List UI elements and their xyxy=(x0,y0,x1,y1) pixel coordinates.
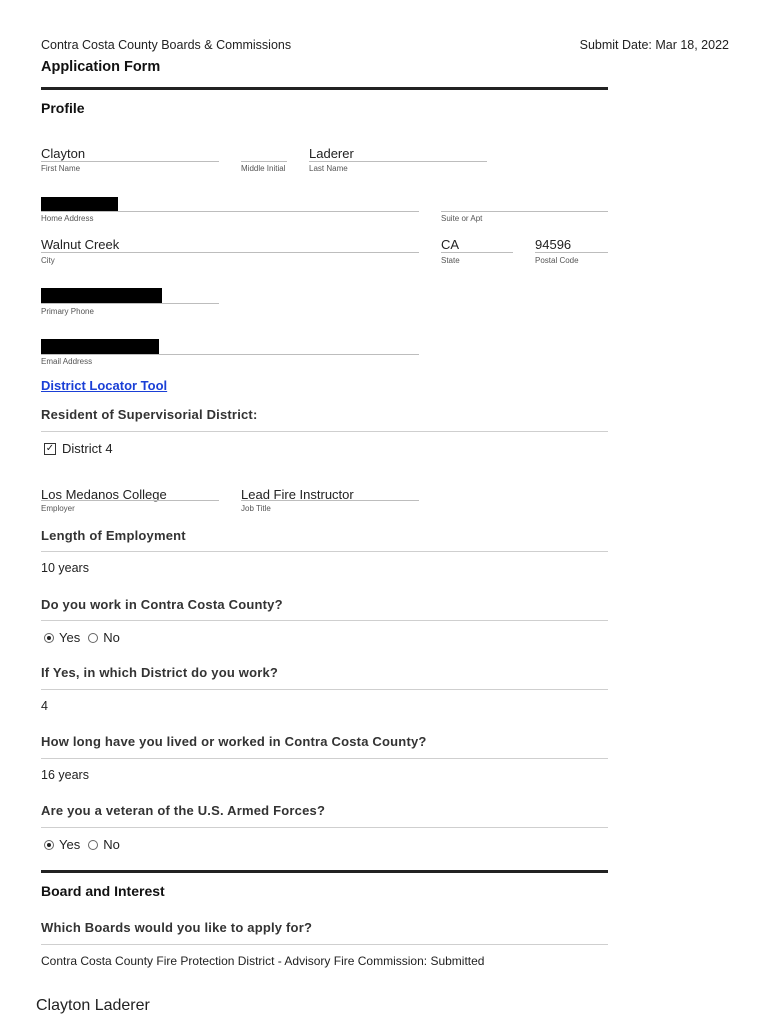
district-locator-link[interactable]: District Locator Tool xyxy=(41,378,168,393)
home-address-label: Home Address xyxy=(41,214,94,223)
profile-section-title: Profile xyxy=(41,100,85,116)
primary-phone-redacted xyxy=(41,288,162,303)
city-underline xyxy=(41,252,419,253)
form-title: Application Form xyxy=(41,59,161,75)
home-address-underline xyxy=(41,211,419,212)
work-district-divider xyxy=(41,689,608,690)
footer-name: Clayton Laderer xyxy=(36,997,150,1014)
length-answer: 10 years xyxy=(41,561,89,575)
first-name-label: First Name xyxy=(41,164,81,173)
lived-question: How long have you lived or worked in Contra Costa County? xyxy=(41,734,427,749)
veteran-yes-label: Yes xyxy=(59,837,81,853)
veteran-question: Are you a veteran of the U.S. Armed Forces? xyxy=(41,803,326,818)
job-title-label: Job Title xyxy=(241,504,271,513)
veteran-divider xyxy=(41,827,608,828)
employer-label: Employer xyxy=(41,504,75,513)
length-divider xyxy=(41,551,608,552)
board-divider-heavy xyxy=(41,870,608,873)
veteran-yes-radio[interactable] xyxy=(44,840,54,850)
first-name-value: Clayton xyxy=(41,146,86,161)
district-divider xyxy=(41,431,608,432)
email-redacted xyxy=(41,339,159,354)
email-underline xyxy=(41,354,419,355)
postal-value: 94596 xyxy=(535,237,572,252)
veteran-no-label: No xyxy=(103,837,120,853)
employer-underline xyxy=(41,500,219,501)
work-county-no-radio[interactable] xyxy=(88,633,98,643)
primary-phone-label: Primary Phone xyxy=(41,307,94,316)
district-question: Resident of Supervisorial District: xyxy=(41,407,258,422)
district-checkbox[interactable]: ✓ xyxy=(45,442,55,454)
suite-underline xyxy=(441,211,608,212)
lived-divider xyxy=(41,758,608,759)
board-divider xyxy=(41,944,608,945)
job-title-value: Lead Fire Instructor xyxy=(241,487,354,502)
city-value: Walnut Creek xyxy=(41,237,120,252)
work-county-divider xyxy=(41,620,608,621)
board-question: Which Boards would you like to apply for? xyxy=(41,920,313,935)
veteran-options xyxy=(44,836,128,854)
org-name: Contra Costa County Boards & Commissions xyxy=(41,38,292,52)
work-district-answer: 4 xyxy=(41,699,48,713)
suite-label: Suite or Apt xyxy=(441,214,483,223)
lived-answer: 16 years xyxy=(41,768,89,782)
last-name-value: Laderer xyxy=(309,146,354,161)
state-underline xyxy=(441,252,513,253)
last-name-label: Last Name xyxy=(309,164,348,173)
employer-value: Los Medanos College xyxy=(41,487,167,502)
board-section-title: Board and Interest xyxy=(41,883,165,899)
work-county-yes-radio[interactable] xyxy=(44,633,54,643)
state-value: CA xyxy=(441,237,460,252)
primary-phone-underline xyxy=(41,303,219,304)
city-label: City xyxy=(41,256,55,265)
postal-underline xyxy=(535,252,608,253)
district-option-label: District 4 xyxy=(62,441,113,457)
work-district-question: If Yes, in which District do you work? xyxy=(41,665,279,680)
state-label: State xyxy=(441,256,460,265)
home-address-redacted xyxy=(41,197,118,211)
work-county-no-label: No xyxy=(103,630,120,646)
veteran-no-radio[interactable] xyxy=(88,840,98,850)
last-name-underline xyxy=(309,161,487,162)
length-question: Length of Employment xyxy=(41,528,186,543)
work-county-options xyxy=(44,629,128,647)
job-title-underline xyxy=(241,500,419,501)
email-label: Email Address xyxy=(41,357,93,366)
header-divider xyxy=(41,87,608,90)
work-county-question: Do you work in Contra Costa County? xyxy=(41,597,283,612)
middle-initial-label: Middle Initial xyxy=(241,164,286,173)
work-county-yes-label: Yes xyxy=(59,630,81,646)
first-name-underline xyxy=(41,161,219,162)
postal-label: Postal Code xyxy=(535,256,579,265)
middle-initial-underline xyxy=(241,161,287,162)
district-option xyxy=(44,440,121,458)
submit-date: Submit Date: Mar 18, 2022 xyxy=(579,38,729,52)
board-answer: Contra Costa County Fire Protection District - Advisory Fire Commission: Submitted xyxy=(41,954,485,968)
